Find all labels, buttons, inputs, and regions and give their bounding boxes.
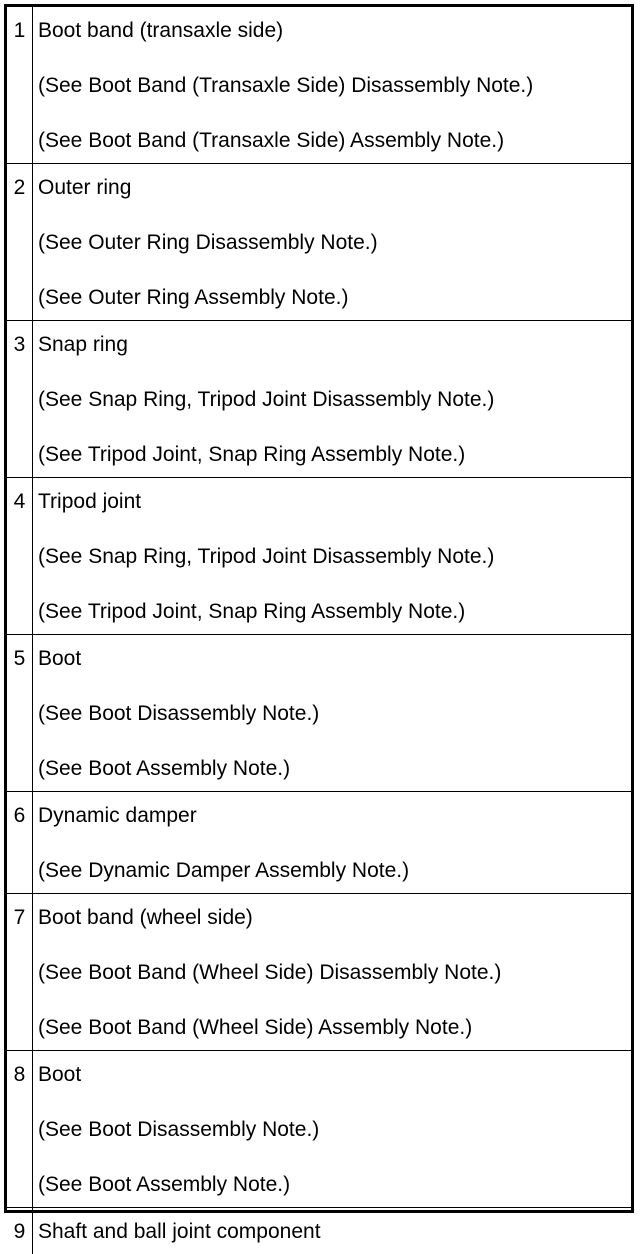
part-description <box>33 1208 631 1254</box>
part-description <box>33 792 631 893</box>
table-row <box>7 1207 631 1254</box>
disassembly-note-reference: (See Boot Disassembly Note.) <box>38 1118 320 1141</box>
assembly-note-reference: (See Outer Ring Assembly Note.) <box>38 286 349 309</box>
part-name: Boot <box>38 1063 82 1086</box>
part-number: 6 <box>7 792 33 893</box>
part-description <box>33 164 631 320</box>
part-number: 5 <box>7 635 33 791</box>
disassembly-note-reference: (See Boot Band (Wheel Side) Disassembly Note.) <box>38 961 502 984</box>
disassembly-note-reference: (See Outer Ring Disassembly Note.) <box>38 231 378 254</box>
part-number: 8 <box>7 1051 33 1207</box>
part-name: Shaft and ball joint component <box>38 1220 321 1243</box>
assembly-note-reference: (See Tripod Joint, Snap Ring Assembly Note.) <box>38 600 466 623</box>
part-name: Dynamic damper <box>38 804 197 827</box>
assembly-note-reference: (See Boot Band (Transaxle Side) Assembly Note.) <box>38 129 505 152</box>
part-description <box>33 7 631 163</box>
part-name: Boot <box>38 647 82 670</box>
assembly-note-reference: (See Dynamic Damper Assembly Note.) <box>38 859 410 882</box>
table-row <box>7 1050 631 1207</box>
table-row <box>7 7 631 163</box>
table-row <box>7 163 631 320</box>
part-description <box>33 321 631 477</box>
table-row <box>7 477 631 634</box>
part-description <box>33 1051 631 1207</box>
part-name: Outer ring <box>38 176 132 199</box>
part-name: Boot band (wheel side) <box>38 906 253 929</box>
assembly-note-reference: (See Boot Assembly Note.) <box>38 757 291 780</box>
disassembly-note-reference: (See Boot Disassembly Note.) <box>38 702 320 725</box>
part-name: Snap ring <box>38 333 128 356</box>
part-number: 9 <box>7 1208 33 1254</box>
disassembly-note-reference: (See Snap Ring, Tripod Joint Disassembly Note.) <box>38 545 495 568</box>
table-row <box>7 320 631 477</box>
part-description <box>33 635 631 791</box>
part-name: Boot band (transaxle side) <box>38 19 284 42</box>
table-row <box>7 893 631 1050</box>
assembly-note-reference: (See Tripod Joint, Snap Ring Assembly Note.) <box>38 443 466 466</box>
part-number: 4 <box>7 478 33 634</box>
part-number: 2 <box>7 164 33 320</box>
part-number: 7 <box>7 894 33 1050</box>
part-name: Tripod joint <box>38 490 142 513</box>
part-number: 3 <box>7 321 33 477</box>
assembly-note-reference: (See Boot Band (Wheel Side) Assembly Note.) <box>38 1016 473 1039</box>
parts-table <box>4 4 634 1243</box>
disassembly-note-reference: (See Boot Band (Transaxle Side) Disassembly Note.) <box>38 74 534 97</box>
part-description <box>33 894 631 1050</box>
disassembly-note-reference: (See Snap Ring, Tripod Joint Disassembly Note.) <box>38 388 495 411</box>
table-row <box>7 791 631 893</box>
assembly-note-reference: (See Boot Assembly Note.) <box>38 1173 291 1196</box>
part-description <box>33 478 631 634</box>
table-row <box>7 634 631 791</box>
part-number: 1 <box>7 7 33 163</box>
